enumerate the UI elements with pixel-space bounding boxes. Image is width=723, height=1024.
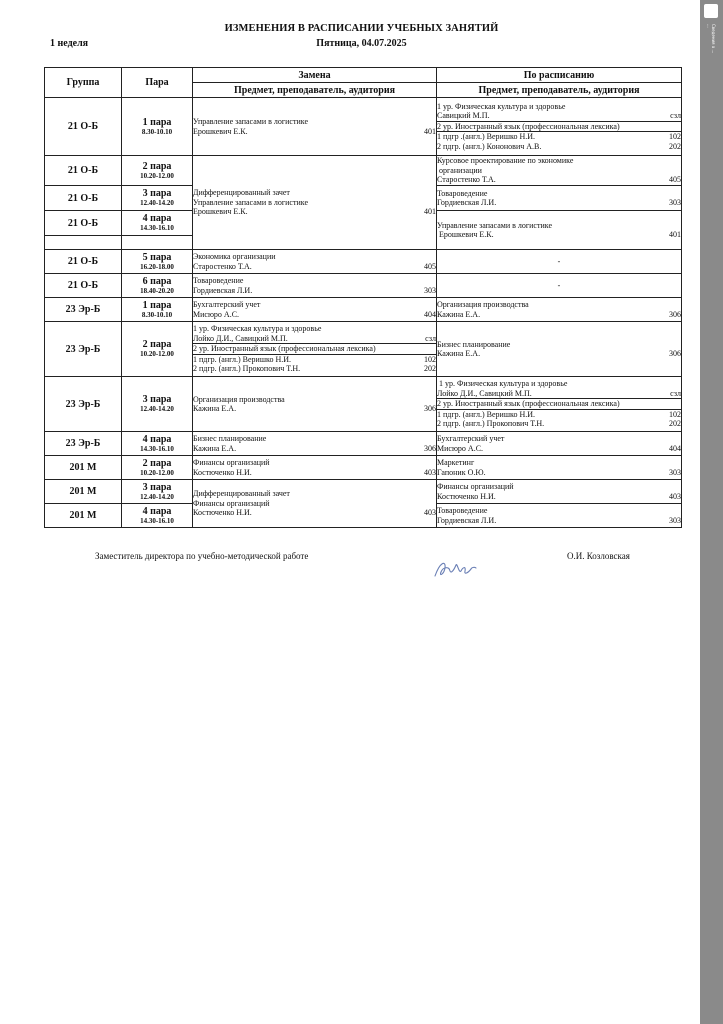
date-label: Пятница, 04.07.2025 xyxy=(316,38,407,49)
room: 303 xyxy=(424,285,436,295)
pair-time: 8.30-10.10 xyxy=(141,310,173,319)
pair-cell xyxy=(122,156,193,186)
pair-number: 3 пара xyxy=(142,394,172,405)
pair-cell xyxy=(122,322,193,377)
room: 401 xyxy=(424,126,436,136)
group-cell: 201 М xyxy=(45,480,122,504)
subject: 2 ур. Иностранный язык (профессиональная лексика) xyxy=(193,344,436,355)
empty-dash: - xyxy=(557,280,561,290)
room: 404 xyxy=(669,443,681,453)
scheduled-cell xyxy=(437,250,682,274)
logo-icon xyxy=(704,4,718,18)
subject: 1 ур. Физическая культура и здоровье xyxy=(437,101,566,111)
scheduled-cell xyxy=(437,186,682,211)
teacher: Костюченко Н.И. xyxy=(193,508,252,518)
pair-time: 10.20-12.00 xyxy=(140,171,174,180)
room: 403 xyxy=(424,508,436,518)
group-cell: 23 Эр-Б xyxy=(45,432,122,456)
pair-number: 6 пара xyxy=(142,275,172,287)
room: 404 xyxy=(424,309,436,319)
subject: Товароведение xyxy=(437,506,488,515)
teacher: Гапоник О.Ю. xyxy=(437,467,486,477)
signature xyxy=(432,558,478,580)
pair-cell xyxy=(122,504,193,528)
subject: Финансы организаций xyxy=(193,498,270,508)
subject: Экономика организации xyxy=(193,252,276,261)
pair-cell xyxy=(122,456,193,480)
pair-number: 4 пара xyxy=(142,213,172,224)
schedule-table xyxy=(44,67,682,528)
replacement-cell xyxy=(193,322,437,377)
room: 202 xyxy=(669,141,681,151)
subject: Управление запасами в логистике xyxy=(193,117,308,126)
teacher: Костюченко Н.И. xyxy=(193,467,252,477)
room: 306 xyxy=(669,309,681,319)
table-row xyxy=(45,298,682,322)
teacher: 1 пдгр. (англ.) Веришко Н.И. xyxy=(437,409,536,419)
scheduled-cell xyxy=(437,298,682,322)
replacement-cell xyxy=(193,432,437,456)
group-cell: 21 О-Б xyxy=(45,274,122,298)
group-cell: 201 М xyxy=(45,456,122,480)
teacher: Кажина Е.А. xyxy=(193,404,237,413)
subheader-scheduled: Предмет, преподаватель, аудитория xyxy=(437,83,682,98)
table-row xyxy=(45,377,682,432)
replacement-cell xyxy=(193,98,437,156)
table-row xyxy=(45,156,682,186)
col-header-pair: Пара xyxy=(122,68,193,98)
room: 202 xyxy=(669,419,681,429)
subject: организации xyxy=(439,165,482,175)
subject: Бизнес планирование xyxy=(437,339,511,349)
room: сзл xyxy=(670,111,681,121)
subject: 1 ур. Физическая культура и здоровье xyxy=(439,379,568,389)
pair-time: 14.30-16.10 xyxy=(140,516,174,525)
teacher: Кажина Е.А. xyxy=(437,309,481,319)
pair-number: 3 пара xyxy=(142,188,172,199)
subject: 1 ур. Физическая культура и здоровье xyxy=(193,324,322,334)
pair-cell xyxy=(122,480,193,504)
signatory-name: О.И. Козловская xyxy=(567,551,630,561)
scheduled-cell xyxy=(437,98,682,156)
room: 401 xyxy=(669,230,681,239)
sidebar-line: Сведения о ... xyxy=(711,24,716,54)
subject: Финансы организаций xyxy=(437,482,514,491)
room: 306 xyxy=(669,349,681,358)
teacher: 1 пдгр .(англ.) Веришко Н.И. xyxy=(437,132,536,142)
document-title: ИЗМЕНЕНИЯ В РАСПИСАНИИ УЧЕБНЫХ ЗАНЯТИЙ xyxy=(224,23,499,34)
pair-cell xyxy=(122,377,193,432)
replacement-cell xyxy=(193,377,437,432)
table-row xyxy=(45,250,682,274)
table-row xyxy=(45,432,682,456)
pair-time: 10.20-12.00 xyxy=(140,468,174,477)
group-cell: 21 О-Б xyxy=(45,156,122,186)
room: 403 xyxy=(424,467,436,477)
subject: Курсовое проектирование по экономике xyxy=(437,156,574,166)
teacher: 2 пдгр. (англ.) Прокопович Т.Н. xyxy=(437,419,545,429)
pair-number: 2 пара xyxy=(142,339,172,350)
replacement-cell-merged xyxy=(193,480,437,528)
room: 405 xyxy=(424,261,436,271)
subject: Маркетинг xyxy=(437,458,475,467)
subject: Товароведение xyxy=(193,276,244,285)
scheduled-cell xyxy=(437,211,682,250)
subject: Организация производства xyxy=(437,300,529,309)
room: 303 xyxy=(669,198,681,207)
pair-number: 4 пара xyxy=(142,433,172,445)
replacement-cell-merged xyxy=(193,156,437,250)
pair-cell xyxy=(122,432,193,456)
pair-cell xyxy=(122,98,193,156)
pair-time: 12.40-14.20 xyxy=(140,199,174,207)
room: сзл xyxy=(670,388,681,398)
teacher: Лойко Д.И., Савицкий М.П. xyxy=(193,333,288,343)
teacher: Гордиевская Л.И. xyxy=(193,285,253,295)
scheduled-cell xyxy=(437,432,682,456)
teacher: Старостенко Т.А. xyxy=(437,175,496,185)
subject: Бизнес планирование xyxy=(193,434,267,443)
pair-number: 2 пара xyxy=(142,160,172,172)
teacher: 1 пдгр. (англ.) Веришко Н.И. xyxy=(193,354,292,364)
teacher: Мисюро А.С. xyxy=(437,443,484,453)
week-label: 1 неделя xyxy=(50,38,89,49)
pair-number: 4 пара xyxy=(142,505,172,517)
teacher: Ерошкевич Е.К. xyxy=(439,230,494,239)
group-cell: 21 О-Б xyxy=(45,211,122,236)
subheader-replacement: Предмет, преподаватель, аудитория xyxy=(193,83,437,98)
room: 306 xyxy=(424,404,436,413)
room: 306 xyxy=(424,443,436,453)
pair-cell xyxy=(122,211,193,236)
header-row xyxy=(45,68,682,83)
scheduled-cell xyxy=(437,377,682,432)
scheduled-cell xyxy=(437,322,682,377)
table-row xyxy=(45,480,682,504)
group-cell: 23 Эр-Б xyxy=(45,322,122,377)
room: 401 xyxy=(424,207,436,217)
pair-time: 18.40-20.20 xyxy=(140,286,174,295)
scheduled-cell xyxy=(437,456,682,480)
subject: Организация производства xyxy=(193,394,285,404)
pair-cell xyxy=(122,274,193,298)
group-cell: 21 О-Б xyxy=(45,250,122,274)
group-cell: 201 М xyxy=(45,504,122,528)
room: 202 xyxy=(424,364,436,374)
subject: Финансы организаций xyxy=(193,458,270,467)
group-cell: 21 О-Б xyxy=(45,186,122,211)
subject: Товароведение xyxy=(437,188,488,198)
pair-time: 14.30-16.10 xyxy=(140,224,174,232)
room: 303 xyxy=(669,467,681,477)
pair-cell xyxy=(122,250,193,274)
room: 102 xyxy=(669,409,681,419)
replacement-cell xyxy=(193,250,437,274)
pair-time: 10.20-12.00 xyxy=(140,350,174,358)
replacement-cell xyxy=(193,274,437,298)
table-row xyxy=(45,322,682,377)
replacement-cell xyxy=(193,456,437,480)
pair-number: 3 пара xyxy=(142,481,172,493)
empty-cell xyxy=(45,236,122,250)
teacher: Кажина Е.А. xyxy=(193,443,237,453)
pair-number: 2 пара xyxy=(142,457,172,469)
teacher: Савицкий М.П. xyxy=(437,111,490,121)
teacher: Мисюро А.С. xyxy=(193,309,240,319)
subject: Бухгалтерский учет xyxy=(437,434,505,443)
pair-time: 8.30-10.10 xyxy=(141,127,173,136)
subject: Дифференцированный зачет xyxy=(193,489,290,499)
teacher: Костюченко Н.И. xyxy=(437,491,496,501)
room: 403 xyxy=(669,491,681,501)
teacher: Гордиевская Л.И. xyxy=(437,515,497,525)
pair-time: 12.40-14.20 xyxy=(140,405,174,413)
group-cell: 23 Эр-Б xyxy=(45,298,122,322)
teacher: 2 пдгр. (англ.) Кононович А.В. xyxy=(437,141,542,151)
pair-number: 1 пара xyxy=(142,116,172,128)
subject: Управление запасами в логистике xyxy=(193,197,308,207)
pair-time: 16.20-18.00 xyxy=(140,262,174,271)
room: 102 xyxy=(669,132,681,142)
group-cell: 21 О-Б xyxy=(45,98,122,156)
pair-number: 1 пара xyxy=(142,299,172,311)
signatory-position: Заместитель директора по учебно-методической работе xyxy=(95,551,309,561)
sidebar-text xyxy=(706,24,715,53)
teacher: Ерошкевич Е.К. xyxy=(193,207,248,217)
sidebar-line: ... xyxy=(706,24,712,28)
teacher: Старостенко Т.А. xyxy=(193,261,252,271)
pair-number: 5 пара xyxy=(142,251,172,263)
room: сзл xyxy=(425,333,436,343)
empty-dash: - xyxy=(557,256,561,266)
subject: 2 ур. Иностранный язык (профессиональная лексика) xyxy=(437,122,681,133)
pair-cell xyxy=(122,298,193,322)
col-header-scheduled: По расписанию xyxy=(437,68,682,83)
subject: Управление запасами в логистике xyxy=(437,220,552,230)
col-header-group: Группа xyxy=(45,68,122,98)
group-cell: 23 Эр-Б xyxy=(45,377,122,432)
room: 102 xyxy=(424,354,436,364)
table-row xyxy=(45,274,682,298)
teacher: Кажина Е.А. xyxy=(437,349,481,358)
scheduled-cell xyxy=(437,480,682,504)
table-row xyxy=(45,456,682,480)
subject: Бухгалтерский учет xyxy=(193,300,261,309)
room: 303 xyxy=(669,515,681,525)
pair-cell xyxy=(122,186,193,211)
teacher: Лойко Д.И., Савицкий М.П. xyxy=(437,388,532,398)
replacement-cell xyxy=(193,298,437,322)
scheduled-cell xyxy=(437,156,682,186)
teacher: 2 пдгр. (англ.) Прокопович Т.Н. xyxy=(193,364,301,374)
subject: Дифференцированный зачет xyxy=(193,188,290,198)
document-sidebar xyxy=(700,0,723,1024)
empty-cell xyxy=(122,236,193,250)
scheduled-cell xyxy=(437,274,682,298)
pair-time: 12.40-14.20 xyxy=(140,492,174,501)
scheduled-cell xyxy=(437,504,682,528)
teacher: Ерошкевич Е.К. xyxy=(193,126,248,136)
pair-time: 14.30-16.10 xyxy=(140,444,174,453)
col-header-replacement: Замена xyxy=(193,68,437,83)
room: 405 xyxy=(669,175,681,185)
subject: 2 ур. Иностранный язык (профессиональная лексика) xyxy=(437,399,681,410)
teacher: Гордиевская Л.И. xyxy=(437,198,497,207)
table-row xyxy=(45,98,682,156)
